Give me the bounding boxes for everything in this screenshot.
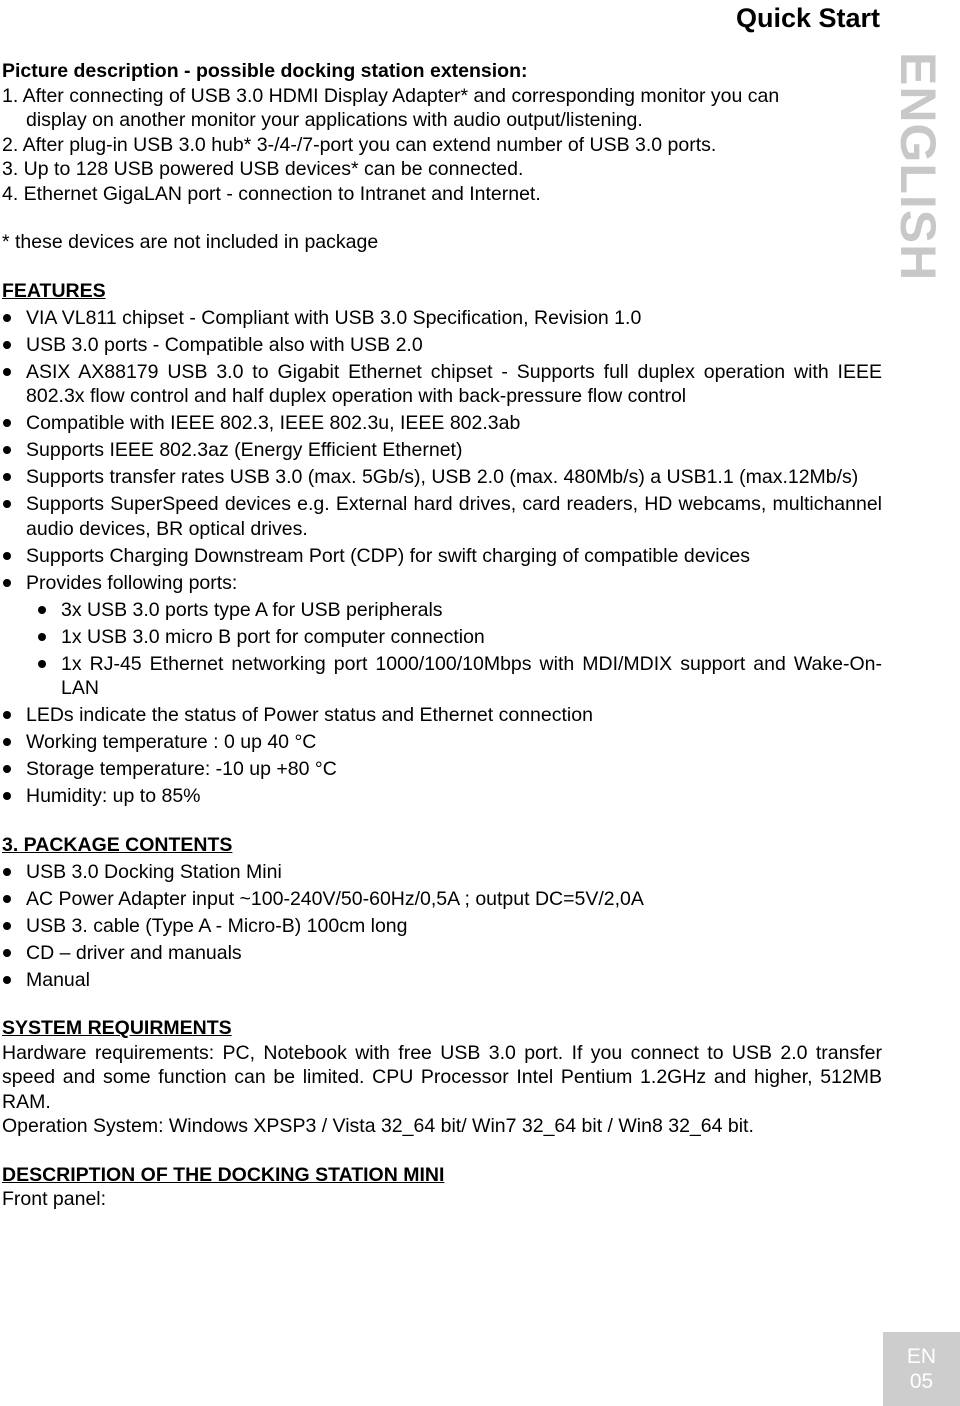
ports-sublist bbox=[2, 598, 882, 701]
picture-item-1-line-1: 1. After connecting of USB 3.0 HDMI Display Adapter* and corresponding monitor you can bbox=[2, 84, 780, 107]
page-content bbox=[2, 59, 882, 1212]
features-heading: FEATURES bbox=[2, 279, 106, 302]
footnote-not-included: * these devices are not included in package bbox=[2, 231, 379, 253]
page-number-badge bbox=[883, 1332, 960, 1406]
features-section bbox=[2, 279, 882, 809]
language-code: EN bbox=[906, 1345, 937, 1368]
list-item: Supports IEEE 802.3az (Energy Efficient Ethernet) bbox=[2, 438, 882, 463]
page-number: 05 bbox=[909, 1370, 934, 1393]
language-side-label: ENGLISH bbox=[890, 52, 946, 282]
docking-station-description-section bbox=[2, 1163, 882, 1212]
sub-list-item: 3x USB 3.0 ports type A for USB peripherals bbox=[2, 598, 882, 623]
operating-system-requirements: Operation System: Windows XPSP3 / Vista 32_64 bit/ Win7 32_64 bit / Win8 32_64 bit. bbox=[2, 1115, 754, 1137]
docking-station-description-heading: DESCRIPTION OF THE DOCKING STATION MINI bbox=[2, 1163, 445, 1186]
package-contents-heading: 3. PACKAGE CONTENTS bbox=[2, 833, 233, 856]
picture-item-1-line-2: display on another monitor your applications with audio output/listening. bbox=[26, 109, 643, 131]
list-item: USB 3.0 Docking Station Mini bbox=[2, 860, 882, 885]
list-item: LEDs indicate the status of Power status and Ethernet connection bbox=[2, 703, 882, 728]
list-item: Provides following ports: bbox=[2, 571, 882, 596]
features-list bbox=[2, 306, 882, 596]
page-title: Quick Start bbox=[735, 3, 880, 33]
list-item: AC Power Adapter input ~100-240V/50-60Hz/0,5A ; output DC=5V/2,0A bbox=[2, 887, 882, 912]
front-panel-label: Front panel: bbox=[2, 1188, 107, 1210]
picture-item-3: 3. Up to 128 USB powered USB devices* can be connected. bbox=[2, 158, 524, 180]
list-item: Storage temperature: -10 up +80 °C bbox=[2, 757, 882, 782]
list-item: Working temperature : 0 up 40 °C bbox=[2, 730, 882, 755]
package-contents-section bbox=[2, 833, 882, 993]
picture-description-title: Picture description - possible docking station extension: bbox=[2, 60, 528, 82]
list-item: Humidity: up to 85% bbox=[2, 784, 882, 809]
list-item: Supports transfer rates USB 3.0 (max. 5Gb/s), USB 2.0 (max. 480Mb/s) a USB1.1 (max.12Mb/s) bbox=[2, 465, 882, 490]
list-item: ASIX AX88179 USB 3.0 to Gigabit Ethernet chipset - Supports full duplex operation with IEEE 802.3x flow control and half duplex operation with back-pressure flow control bbox=[2, 360, 882, 409]
list-item: USB 3. cable (Type A - Micro-B) 100cm long bbox=[2, 914, 882, 939]
list-item: Supports Charging Downstream Port (CDP) for swift charging of compatible devices bbox=[2, 544, 882, 569]
list-item: CD – driver and manuals bbox=[2, 941, 882, 966]
sub-list-item: 1x RJ-45 Ethernet networking port 1000/100/10Mbps with MDI/MDIX support and Wake-On-LAN bbox=[2, 652, 882, 701]
system-requirements-section bbox=[2, 1016, 882, 1139]
picture-description-section bbox=[2, 59, 882, 255]
list-item: Supports SuperSpeed devices e.g. External hard drives, card readers, HD webcams, multichannel audio devices, BR optical drives. bbox=[2, 492, 882, 541]
picture-item-4: 4. Ethernet GigaLAN port - connection to Intranet and Internet. bbox=[2, 182, 541, 205]
sub-list-item: 1x USB 3.0 micro B port for computer connection bbox=[2, 625, 882, 650]
list-item: Manual bbox=[2, 968, 882, 993]
list-item: USB 3.0 ports - Compatible also with USB 2.0 bbox=[2, 333, 882, 358]
system-requirements-heading: SYSTEM REQUIRMENTS bbox=[2, 1017, 232, 1039]
list-item: Compatible with IEEE 802.3, IEEE 802.3u, IEEE 802.3ab bbox=[2, 411, 882, 436]
package-contents-list bbox=[2, 860, 882, 993]
picture-item-2: 2. After plug-in USB 3.0 hub* 3-/4-/7-port you can extend number of USB 3.0 ports. bbox=[2, 133, 717, 156]
features-list-continued bbox=[2, 703, 882, 809]
list-item: VIA VL811 chipset - Compliant with USB 3.0 Specification, Revision 1.0 bbox=[2, 306, 882, 331]
hardware-requirements: Hardware requirements: PC, Notebook with free USB 3.0 port. If you connect to USB 2.0 transfer speed and some function can be limited. CPU Processor Intel Pentium 1.2GHz and higher, 512MB RAM. bbox=[2, 1041, 882, 1113]
